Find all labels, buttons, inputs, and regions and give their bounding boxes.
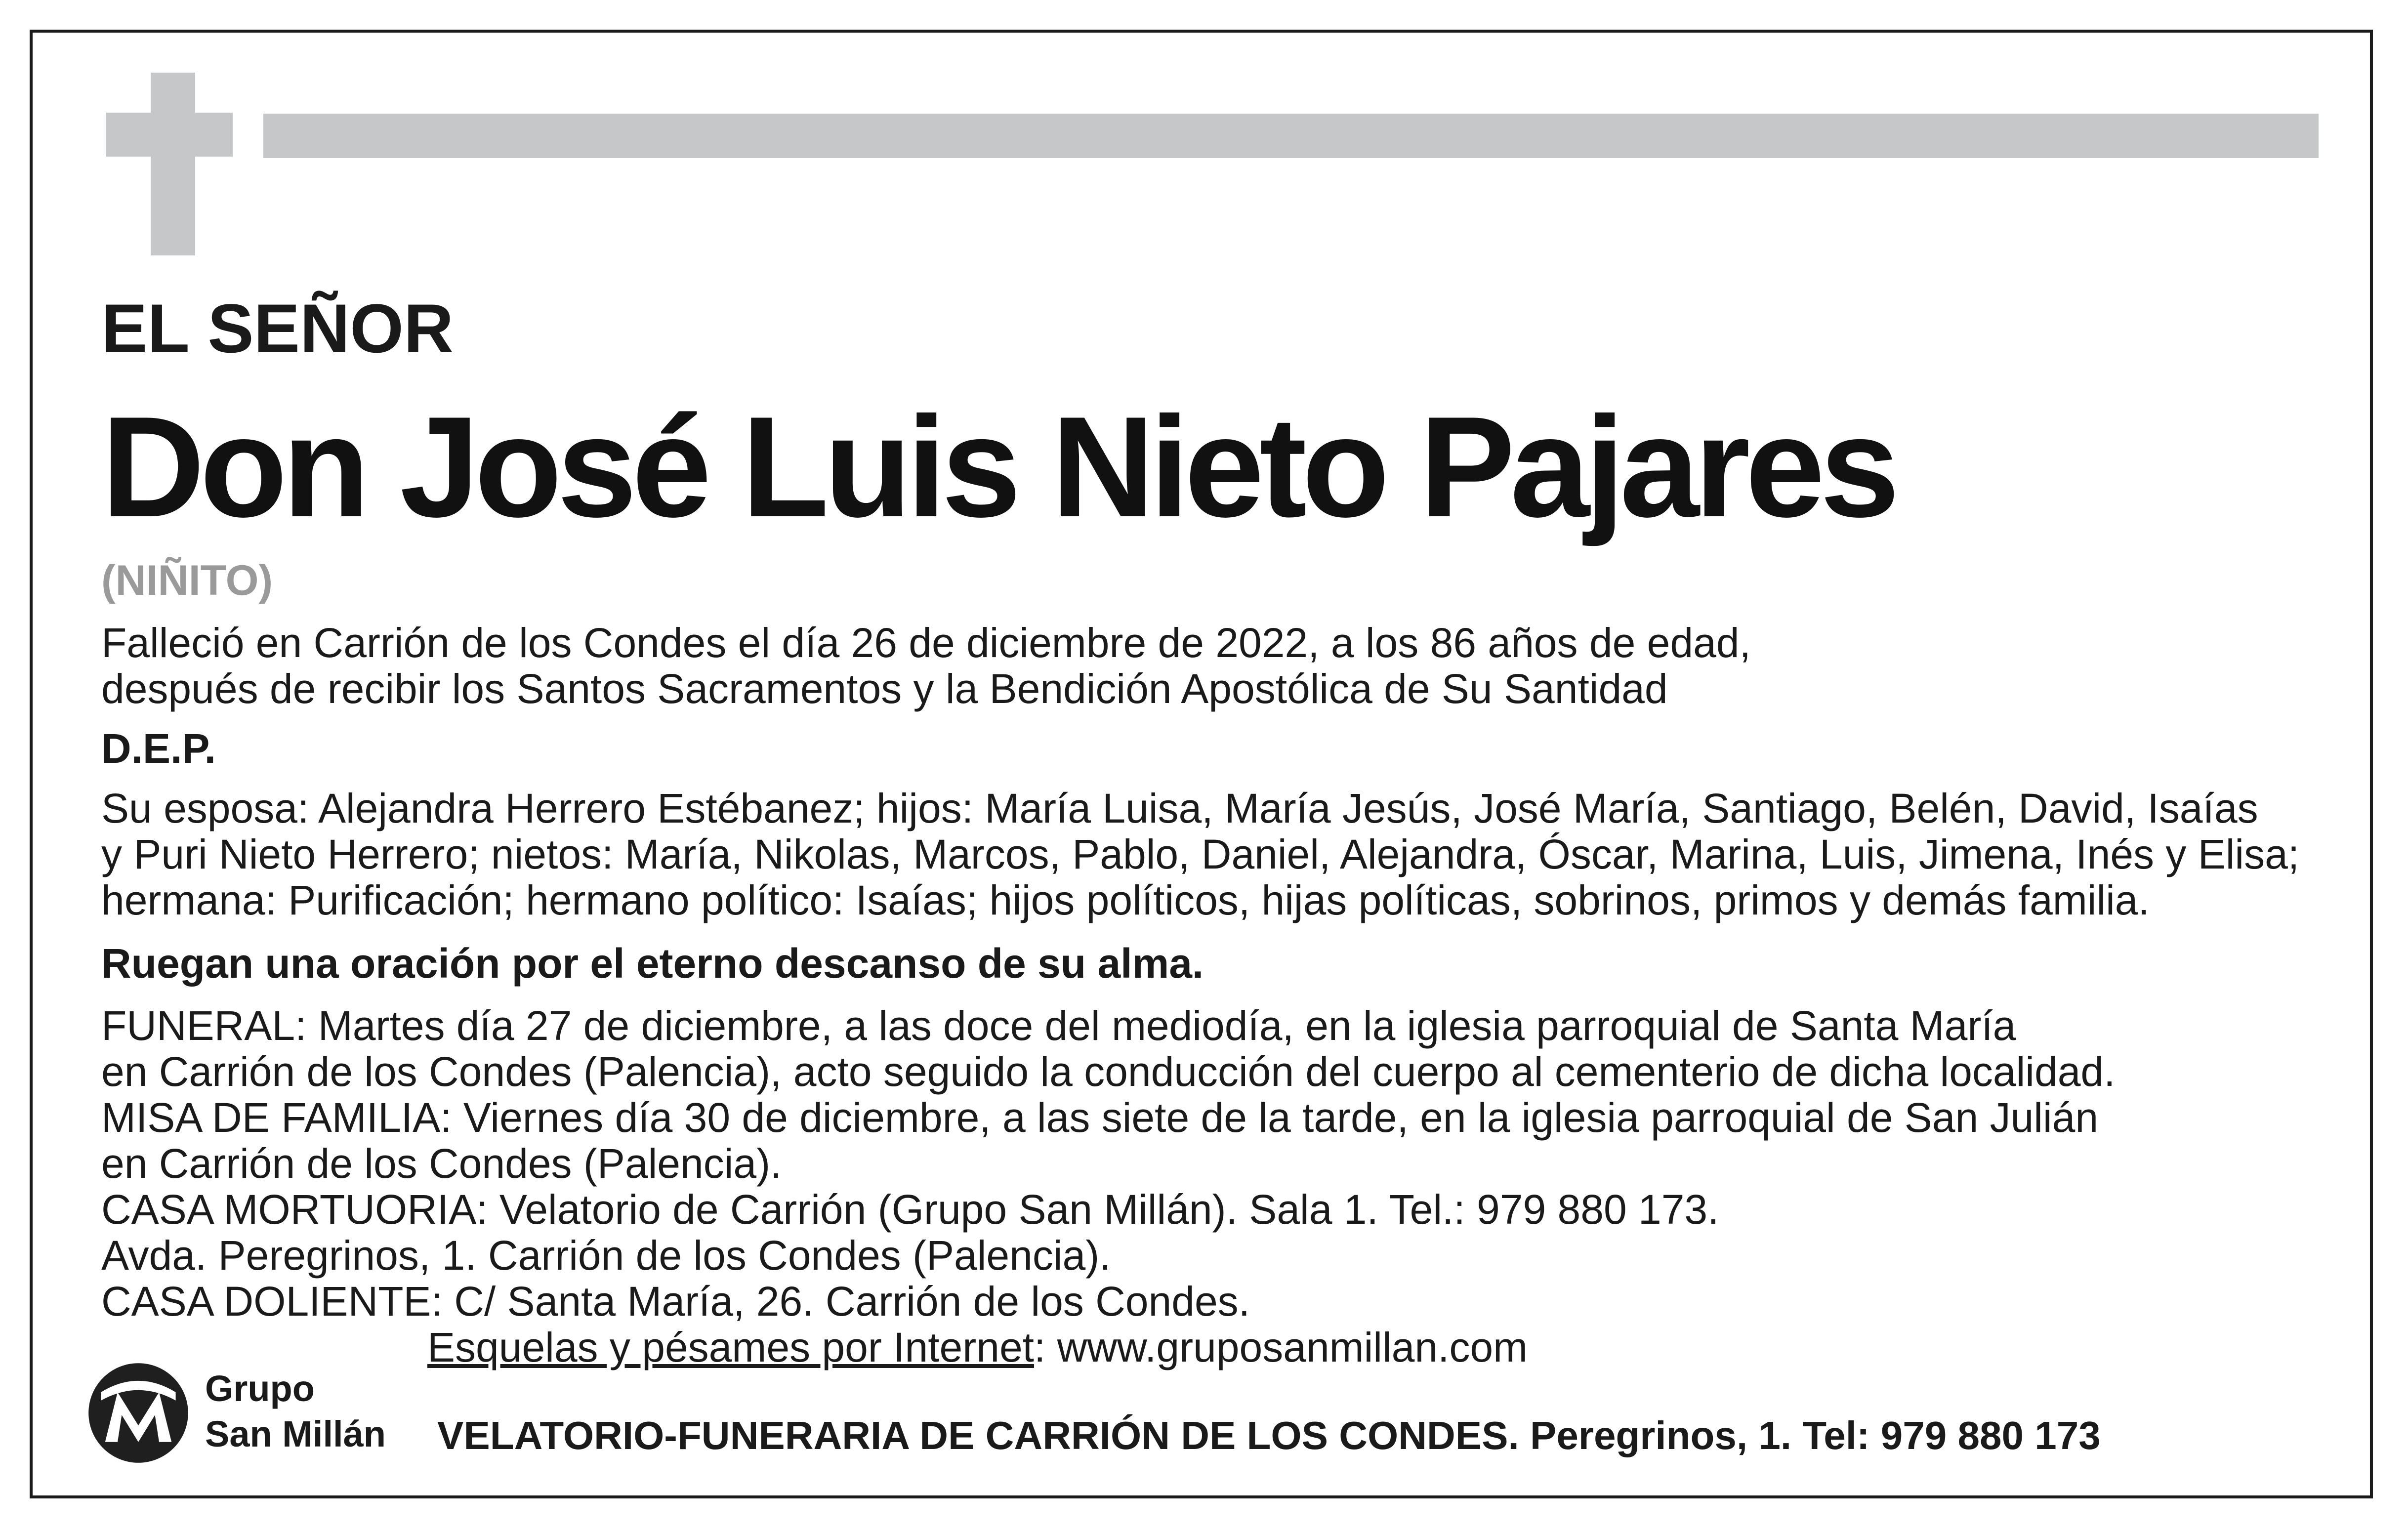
internet-separator: : (1034, 1324, 1046, 1370)
grupo-san-millan-logo-icon (86, 1361, 190, 1465)
deceased-name: Don José Luis Nieto Pajares (101, 387, 1895, 547)
title-prefix: EL SEÑOR (101, 290, 454, 367)
prayer: Ruegan una oración por el eterno descanso de su alma. (101, 940, 1204, 987)
family-line-3: hermana: Purificación; hermano político: Isaías; hijos políticos, hijas políticas, sobrinos, primos y demás familia. (101, 877, 2150, 923)
rip: D.E.P. (101, 725, 216, 772)
family-line-1: Su esposa: Alejandra Herrero Estébanez; hijos: María Luisa, María Jesús, José María, Santiago, Belén, David, Isaías (101, 785, 2258, 831)
services-line-1: FUNERAL: Martes día 27 de diciembre, a las doce del mediodía, en la iglesia parroquial de Santa María (101, 1002, 2016, 1049)
cross-icon-arm (106, 113, 233, 157)
family-line-2: y Puri Nieto Herrero; nietos: María, Nikolas, Marcos, Pablo, Daniel, Alejandra, Óscar, Marina, Luis, Jimena, Inés y Elisa; (101, 831, 2300, 877)
services-line-7: CASA DOLIENTE: C/ Santa María, 26. Carrión de los Condes. (101, 1278, 1250, 1325)
services-line-2: en Carrión de los Condes (Palencia), acto seguido la conducción del cuerpo al cementerio de dicha localidad. (101, 1048, 2116, 1095)
services-line-3: MISA DE FAMILIA: Viernes día 30 de diciembre, a las siete de la tarde, en la iglesia parroquial de San Julián (101, 1094, 2099, 1141)
logo-line-2: San Millán (205, 1413, 386, 1454)
services-line-4: en Carrión de los Condes (Palencia). (101, 1140, 782, 1187)
services-line-6: Avda. Peregrinos, 1. Carrión de los Condes (Palencia). (101, 1232, 1111, 1279)
website-link[interactable]: www.gruposanmillan.com (1057, 1324, 1528, 1370)
funeral-home-footer: VELATORIO-FUNERARIA DE CARRIÓN DE LOS CONDES. Peregrinos, 1. Tel: 979 880 173 (437, 1413, 2101, 1457)
death-line-2: después de recibir los Santos Sacramentos y la Bendición Apostólica de Su Santidad (101, 665, 1668, 712)
cross-icon (151, 73, 195, 255)
header-bar (263, 114, 2319, 158)
services-line-5: CASA MORTUORIA: Velatorio de Carrión (Grupo San Millán). Sala 1. Tel.: 979 880 173. (101, 1186, 1719, 1233)
internet-label: Esquelas y pésames por Internet (427, 1324, 1035, 1370)
logo-text (205, 1366, 386, 1457)
death-line-1: Falleció en Carrión de los Condes el día 26 de diciembre de 2022, a los 86 años de edad, (101, 620, 1751, 666)
internet-line (427, 1325, 1528, 1370)
logo-line-1: Grupo (205, 1368, 315, 1409)
nickname: (NIÑITO) (101, 557, 273, 604)
